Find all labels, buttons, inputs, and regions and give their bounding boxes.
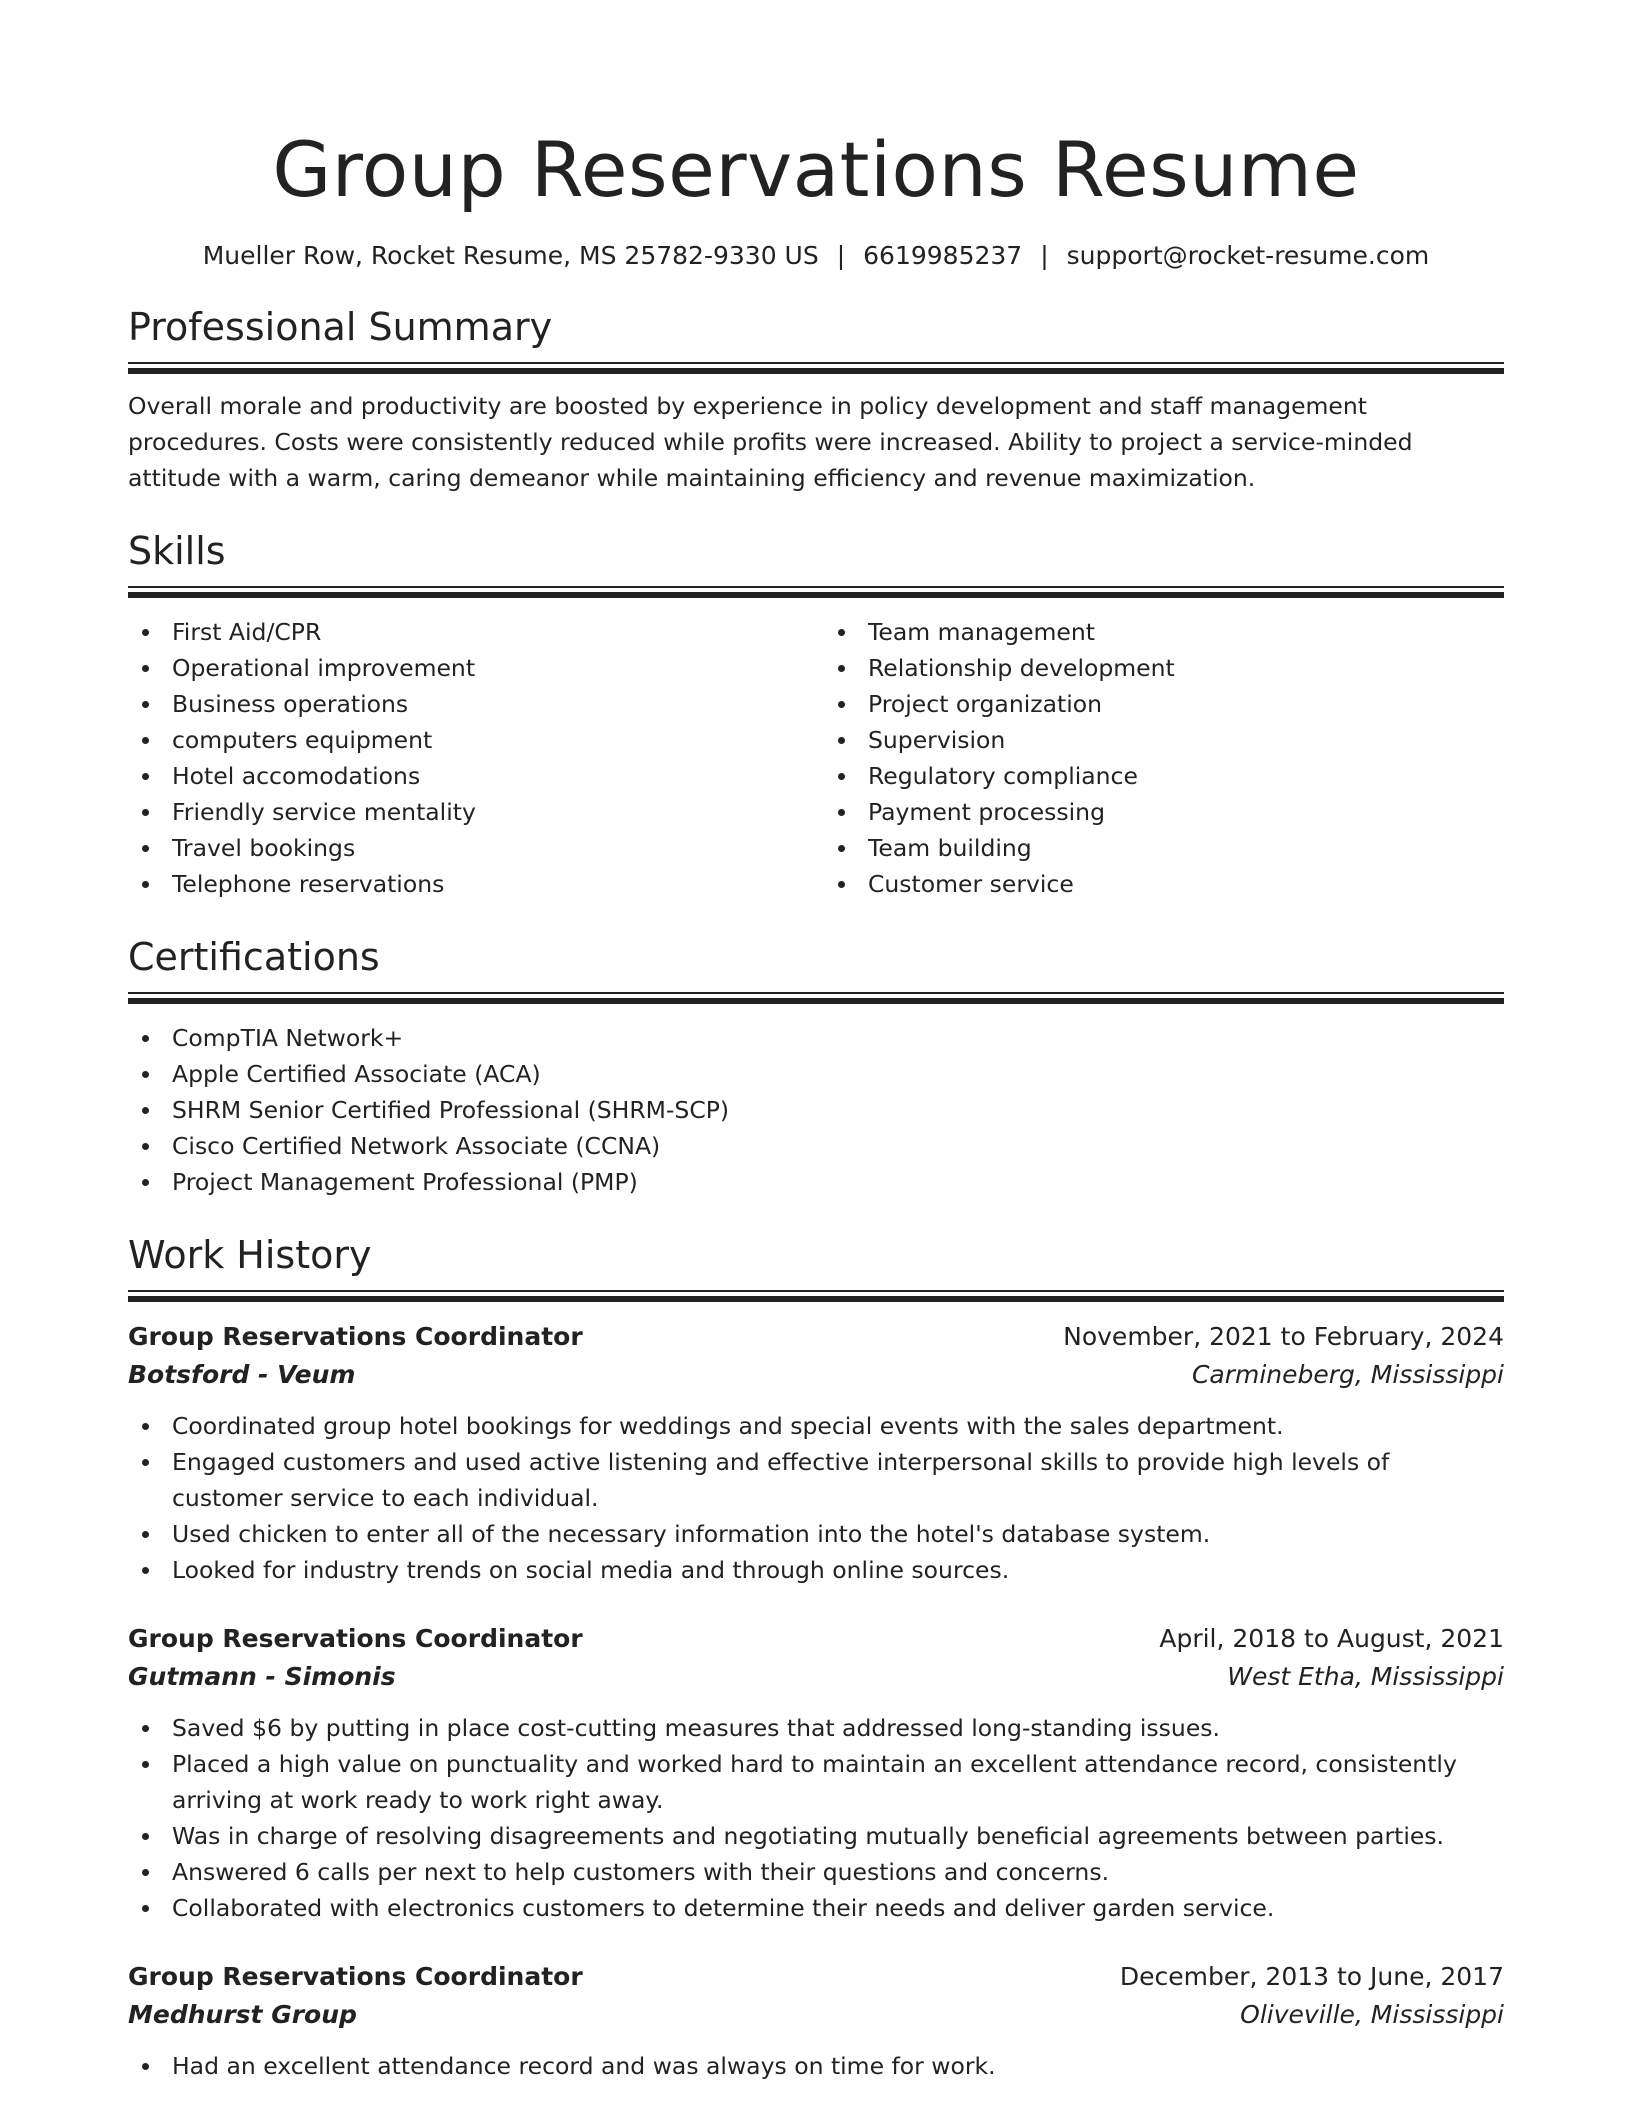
skill-item: Project organization [824, 686, 1504, 722]
section-title-certifications: Certifications [128, 935, 380, 979]
job-company-row [128, 1996, 1504, 2034]
job-bullet: Placed a high value on punctuality and worked hard to maintain an excellent attendance record, consistently arriving at work ready to work right away. [128, 1746, 1504, 1818]
skills-list-right [816, 614, 1504, 902]
contact-separator: | [836, 241, 846, 270]
job-header-row [128, 1318, 1504, 1356]
section-divider [128, 1290, 1504, 1304]
certifications-list [128, 1020, 1504, 1200]
certification-item: CompTIA Network+ [128, 1020, 1504, 1056]
skill-item: computers equipment [128, 722, 816, 758]
skill-item: Business operations [128, 686, 816, 722]
skill-item: Friendly service mentality [128, 794, 816, 830]
job-bullets [128, 1408, 1504, 1588]
job-bullet: Saved $6 by putting in place cost-cutting measures that addressed long-standing issues. [128, 1710, 1504, 1746]
skill-item: Team management [824, 614, 1504, 650]
job-bullet: Was in charge of resolving disagreements and negotiating mutually beneficial agreements between parties. [128, 1818, 1504, 1854]
skill-item: Customer service [824, 866, 1504, 902]
resume-name: Group Reservations Resume [272, 125, 1360, 214]
certification-item: SHRM Senior Certified Professional (SHRM-SCP) [128, 1092, 1504, 1128]
job-bullet: Answered 6 calls per next to help customers with their questions and concerns. [128, 1854, 1504, 1890]
job-bullet: Used chicken to enter all of the necessary information into the hotel's database system. [128, 1516, 1504, 1552]
job-company-row [128, 1658, 1504, 1696]
job-dates: December, 2013 to June, 2017 [1119, 1962, 1504, 1991]
skills-section [128, 526, 1504, 902]
section-divider [128, 586, 1504, 600]
job-entry [128, 1620, 1504, 1926]
skill-item: Travel bookings [128, 830, 816, 866]
skill-item: Operational improvement [128, 650, 816, 686]
job-company-row [128, 1356, 1504, 1394]
job-bullets [128, 2048, 1504, 2084]
contact-address: Mueller Row, Rocket Resume, MS 25782-9330 US [202, 241, 819, 270]
section-divider [128, 362, 1504, 376]
contact-line [128, 238, 1504, 274]
job-location: Oliveville, Mississippi [1240, 2000, 1504, 2029]
summary-text: Overall morale and productivity are boosted by experience in policy development and staff management procedures. Costs were consistently reduced while profits were increased. Ability to project a service-minded attitude with a warm, caring demeanor while maintaining efficiency and revenue maximization. [128, 392, 1413, 492]
job-bullet: Engaged customers and used active listening and effective interpersonal skills to provide high levels of customer service to each individual. [128, 1444, 1504, 1516]
job-entry [128, 1958, 1504, 2084]
contact-email: support@rocket-resume.com [1066, 241, 1430, 270]
skill-item: Telephone reservations [128, 866, 816, 902]
certification-item: Apple Certified Associate (ACA) [128, 1056, 1504, 1092]
resume-page [128, 0, 1504, 2084]
job-header-row [128, 1958, 1504, 1996]
job-company: Medhurst Group [128, 2000, 357, 2029]
job-bullet: Coordinated group hotel bookings for weddings and special events with the sales department. [128, 1408, 1504, 1444]
skill-item: Hotel accomodations [128, 758, 816, 794]
certification-item: Project Management Professional (PMP) [128, 1164, 1504, 1200]
certifications-section [128, 932, 1504, 1200]
skill-item: Supervision [824, 722, 1504, 758]
skills-grid [128, 614, 1504, 902]
certification-item: Cisco Certified Network Associate (CCNA) [128, 1128, 1504, 1164]
job-entry [128, 1318, 1504, 1588]
job-header-row [128, 1620, 1504, 1658]
section-title-work-history: Work History [128, 1233, 372, 1277]
section-title-skills: Skills [128, 529, 226, 573]
job-company: Botsford - Veum [128, 1360, 356, 1389]
summary-section [128, 302, 1504, 496]
contact-phone: 6619985237 [863, 241, 1023, 270]
job-bullet: Had an excellent attendance record and was always on time for work. [128, 2048, 1504, 2084]
job-title: Group Reservations Coordinator [128, 1624, 583, 1653]
job-company: Gutmann - Simonis [128, 1662, 396, 1691]
contact-separator: | [1040, 241, 1049, 270]
job-dates: November, 2021 to February, 2024 [1063, 1322, 1504, 1351]
skill-item: Payment processing [824, 794, 1504, 830]
section-divider [128, 992, 1504, 1006]
work-history-section [128, 1230, 1504, 2084]
job-dates: April, 2018 to August, 2021 [1159, 1624, 1504, 1653]
job-bullets [128, 1710, 1504, 1926]
job-location: West Etha, Mississippi [1227, 1662, 1504, 1691]
skills-list-left [128, 614, 816, 902]
job-title: Group Reservations Coordinator [128, 1962, 583, 1991]
section-title-summary: Professional Summary [128, 305, 553, 349]
job-location: Carmineberg, Mississippi [1191, 1360, 1504, 1389]
job-bullet: Collaborated with electronics customers to determine their needs and deliver garden service. [128, 1890, 1504, 1926]
skill-item: Relationship development [824, 650, 1504, 686]
skill-item: Team building [824, 830, 1504, 866]
skill-item: Regulatory compliance [824, 758, 1504, 794]
job-bullet: Looked for industry trends on social media and through online sources. [128, 1552, 1504, 1588]
skill-item: First Aid/CPR [128, 614, 816, 650]
job-title: Group Reservations Coordinator [128, 1322, 583, 1351]
